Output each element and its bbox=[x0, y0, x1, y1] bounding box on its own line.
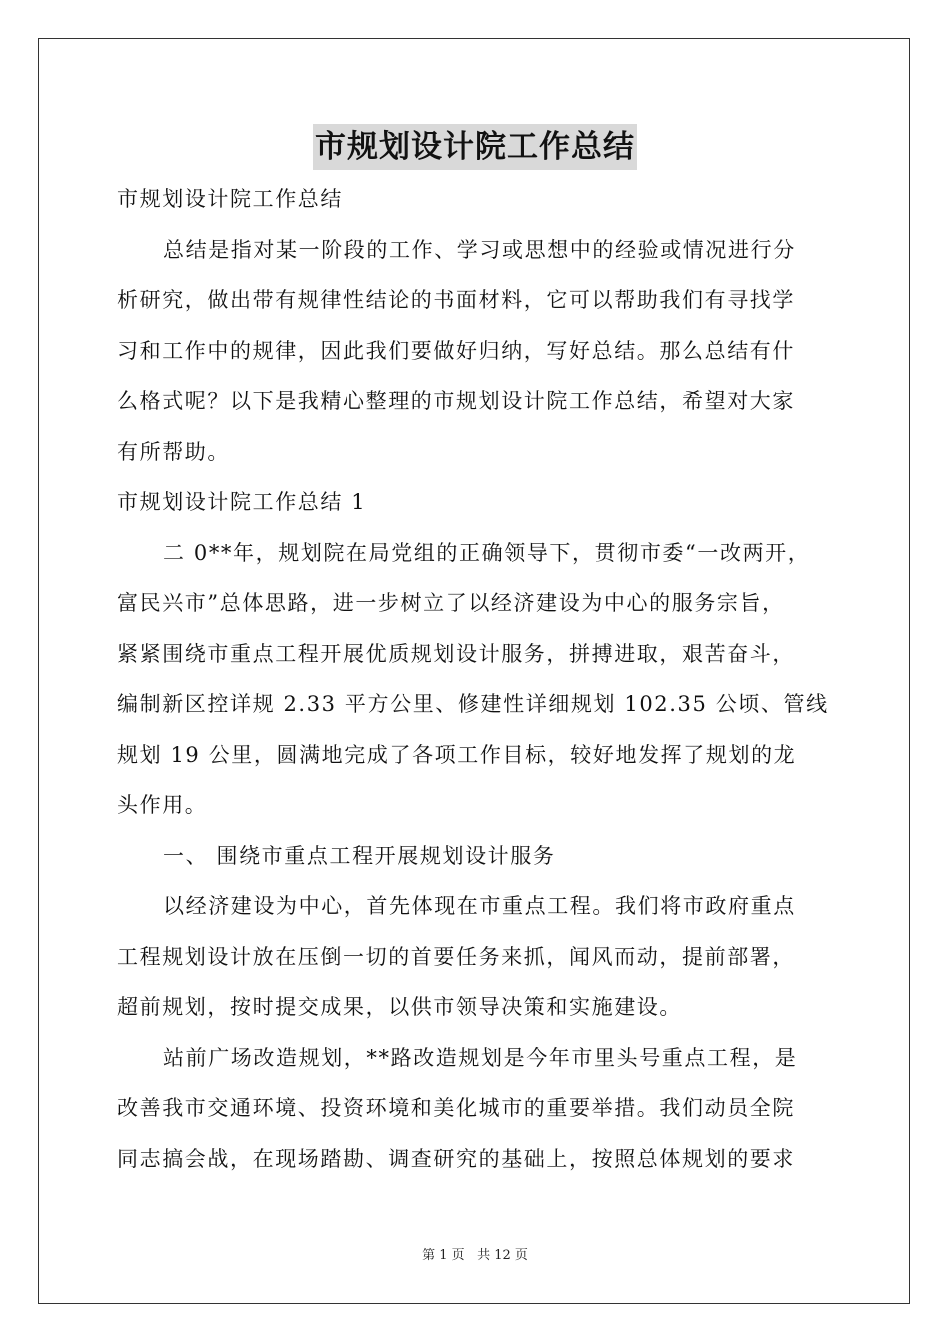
text-line: 市规划设计院工作总结 1 bbox=[117, 490, 367, 514]
text-line: 同志搞会战，在现场踏勘、调查研究的基础上，按照总体规划的要求 bbox=[117, 1146, 795, 1171]
text-line: 超前规划，按时提交成果，以供市领导决策和实施建设。 bbox=[117, 995, 682, 1019]
text-line: 富民兴市”总体思路，进一步树立了以经济建设为中心的服务宗旨， bbox=[117, 591, 785, 615]
document-body bbox=[117, 174, 847, 1184]
text-line: 工程规划设计放在压倒一切的首要任务来抓，闻风而动，提前部署， bbox=[117, 944, 795, 969]
text-line: 站前广场改造规划，**路改造规划是今年市里头号重点工程，是 bbox=[163, 1045, 798, 1070]
text-line: 规划 19 公里，圆满地完成了各项工作目标，较好地发挥了规划的龙 bbox=[117, 742, 797, 767]
text-line: 有所帮助。 bbox=[117, 439, 230, 464]
text-line: 头作用。 bbox=[117, 793, 208, 817]
text-line: 么格式呢？以下是我精心整理的市规划设计院工作总结，希望对大家 bbox=[117, 389, 795, 413]
text-line: 以经济建设为中心，首先体现在市重点工程。我们将市政府重点 bbox=[163, 894, 796, 918]
page-footer bbox=[0, 1246, 950, 1266]
document-title: 市规划设计院工作总结 bbox=[313, 124, 637, 170]
text-line: 析研究，做出带有规律性结论的书面材料，它可以帮助我们有寻找学 bbox=[117, 288, 795, 312]
text-line: 总结是指对某一阶段的工作、学习或思想中的经验或情况进行分 bbox=[163, 237, 796, 262]
title-container bbox=[0, 124, 950, 170]
text-line: 市规划设计院工作总结 bbox=[117, 187, 343, 211]
text-line: 习和工作中的规律，因此我们要做好归纳，写好总结。那么总结有什 bbox=[117, 338, 795, 363]
text-line: 一、 围绕市重点工程开展规划设计服务 bbox=[163, 843, 556, 868]
text-line: 编制新区控详规 2.33 平方公里、修建性详细规划 102.35 公顷、管线 bbox=[117, 692, 829, 716]
text-line: 二 0**年，规划院在局党组的正确领导下，贯彻市委“一改两开， bbox=[163, 540, 811, 565]
page-total: 共 12 页 bbox=[477, 1248, 528, 1263]
page-number: 第 1 页 bbox=[422, 1248, 465, 1263]
text-line: 改善我市交通环境、投资环境和美化城市的重要举措。我们动员全院 bbox=[117, 1096, 795, 1120]
text-line: 紧紧围绕市重点工程开展优质规划设计服务，拼搏进取，艰苦奋斗， bbox=[117, 641, 795, 666]
